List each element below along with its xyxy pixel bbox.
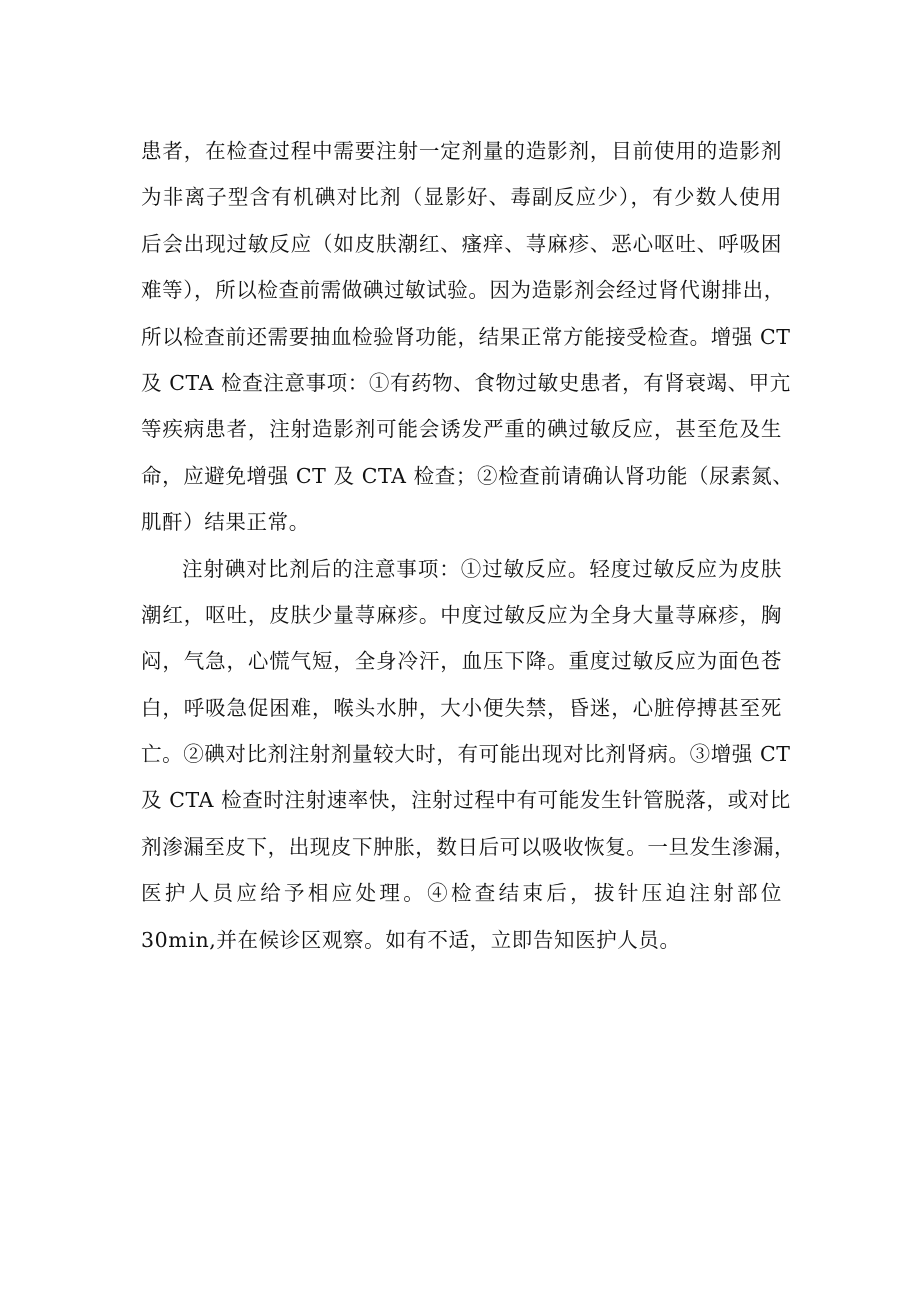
text-line: 命，应避免增强 CT 及 CTA 检查；②检查前请确认肾功能（尿素氮、 xyxy=(141,463,794,488)
text-line: 难等），所以检查前需做碘过敏试验。因为造影剂会经过肾代谢排出， xyxy=(141,278,785,303)
text-line: 亡。②碘对比剂注射剂量较大时，有可能出现对比剂肾病。③增强 CT xyxy=(141,742,791,767)
text-line: 及 CTA 检查注意事项：①有药物、食物过敏史患者，有肾衰竭、甲亢 xyxy=(141,370,791,395)
text-line: 后会出现过敏反应（如皮肤潮红、瘙痒、荨麻疹、恶心呕吐、呼吸困 xyxy=(141,231,782,256)
text-line: 等疾病患者，注射造影剂可能会诱发严重的碘过敏反应，甚至危及生 xyxy=(141,417,782,442)
text-line: 患者，在检查过程中需要注射一定剂量的造影剂，目前使用的造影剂 xyxy=(141,139,782,163)
text-line: 及 CTA 检查时注射速率快，注射过程中有可能发生针管脱落，或对比 xyxy=(141,788,791,813)
text-line: 白，呼吸急促困难，喉头水肿，大小便失禁，昏迷，心脏停搏甚至死 xyxy=(141,695,782,720)
paragraph-post-injection-notes xyxy=(141,546,796,964)
text-line: 潮红，呕吐，皮肤少量荨麻疹。中度过敏反应为全身大量荨麻疹，胸 xyxy=(141,602,782,627)
text-line: 注射碘对比剂后的注意事项：①过敏反应。轻度过敏反应为皮肤 xyxy=(182,556,782,581)
document-body xyxy=(141,128,796,963)
paragraph-contrast-agent-precheck xyxy=(141,128,794,546)
text-line: 闷，气急，心慌气短，全身冷汗，血压下降。重度过敏反应为面色苍 xyxy=(141,649,782,674)
text-line: 肌酐）结果正常。 xyxy=(141,510,310,535)
text-line: 30min,并在候诊区观察。如有不适，立即告知医护人员。 xyxy=(141,927,681,952)
text-line: 剂渗漏至皮下，出现皮下肿胀，数日后可以吸收恢复。一旦发生渗漏， xyxy=(141,834,796,859)
text-line: 所以检查前还需要抽血检验肾功能，结果正常方能接受检查。增强 CT xyxy=(141,324,791,349)
text-line: 为非离子型含有机碘对比剂（显影好、毒副反应少），有少数人使用 xyxy=(141,185,782,210)
text-line: 医护人员应给予相应处理。④检查结束后，拔针压迫注射部位 xyxy=(141,881,782,906)
